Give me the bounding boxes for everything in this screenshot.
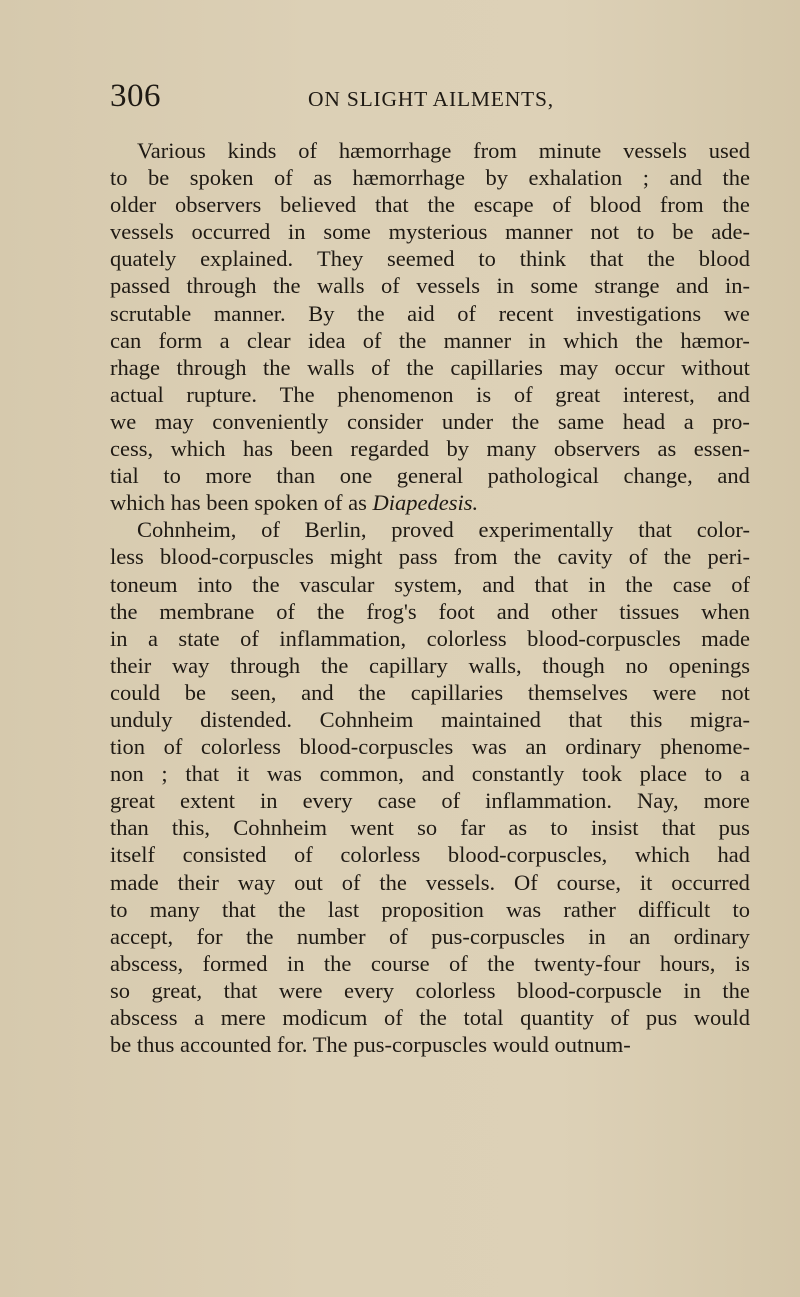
text-line: vessels occurred in some mysterious manner not to be ade- — [110, 219, 750, 245]
text-line: unduly distended. Cohnheim maintained that this migra- — [110, 706, 750, 732]
text-line: rhage through the walls of the capillaries may occur without — [110, 354, 750, 380]
text-line: abscess a mere modicum of the total quantity of pus would — [110, 1005, 750, 1030]
text-line: non ; that it was common, and constantly took place to a — [110, 761, 750, 787]
text-line: to be spoken of as hæmorrhage by exhalation ; and the — [110, 165, 750, 191]
text-line: tial to more than one general pathological change, and — [110, 463, 750, 489]
text-line: older observers believed that the escape of blood from the — [110, 192, 750, 218]
text-line: passed through the walls of vessels in some strange and in- — [110, 273, 750, 299]
text-line: can form a clear idea of the manner in which the hæmor- — [110, 327, 750, 353]
text-line: their way through the capillary walls, though no openings — [110, 652, 750, 678]
page-number: 306 — [110, 78, 161, 114]
text-line: itself consisted of colorless blood-corpuscles, which had — [110, 842, 750, 868]
text-line: we may conveniently consider under the same head a pro- — [110, 408, 750, 434]
italic-term: Diapedesis. — [372, 490, 479, 516]
text-line: accept, for the number of pus-corpuscles in an ordinary — [110, 923, 750, 949]
text-line: tion of colorless blood-corpuscles was an ordinary phenome- — [110, 734, 750, 760]
text-line: great extent in every case of inflammation. Nay, more — [110, 788, 750, 814]
text-line: less blood-corpuscles might pass from the cavity of the peri- — [110, 544, 750, 570]
paragraph-2 — [110, 516, 750, 1058]
text-line: scrutable manner. By the aid of recent investigations we — [110, 300, 750, 326]
text-line: the membrane of the frog's foot and other tissues when — [110, 598, 750, 624]
text-line: cess, which has been regarded by many observers as essen- — [110, 436, 750, 462]
text-line: made their way out of the vessels. Of course, it occurred — [110, 869, 750, 895]
text-line: quately explained. They seemed to think that the blood — [110, 246, 750, 272]
text-line: could be seen, and the capillaries themselves were not — [110, 679, 750, 705]
running-head: ON SLIGHT AILMENTS, — [308, 87, 554, 111]
text-line: in a state of inflammation, colorless blood-corpuscles made — [110, 625, 750, 651]
text-line: Various kinds of hæmorrhage from minute vessels used — [137, 138, 750, 163]
paragraph-1 — [110, 137, 750, 516]
text-line: Cohnheim, of Berlin, proved experimentally that color- — [137, 517, 750, 543]
text-line: actual rupture. The phenomenon is of great interest, and — [110, 381, 750, 407]
page-header — [110, 78, 750, 118]
text-line: abscess, formed in the course of the twenty-four hours, is — [110, 950, 750, 976]
text-line: to many that the last proposition was rather difficult to — [110, 896, 750, 922]
text-line: be thus accounted for. The pus-corpuscles would outnum- — [110, 1032, 631, 1058]
text-line: so great, that were every colorless blood-corpuscle in the — [110, 977, 750, 1003]
body-text — [110, 137, 750, 1058]
text-line: which has been spoken of as Diapedesis. — [110, 490, 479, 516]
text-line: than this, Cohnheim went so far as to insist that pus — [110, 815, 750, 841]
text-line: toneum into the vascular system, and that in the case of — [110, 571, 750, 597]
